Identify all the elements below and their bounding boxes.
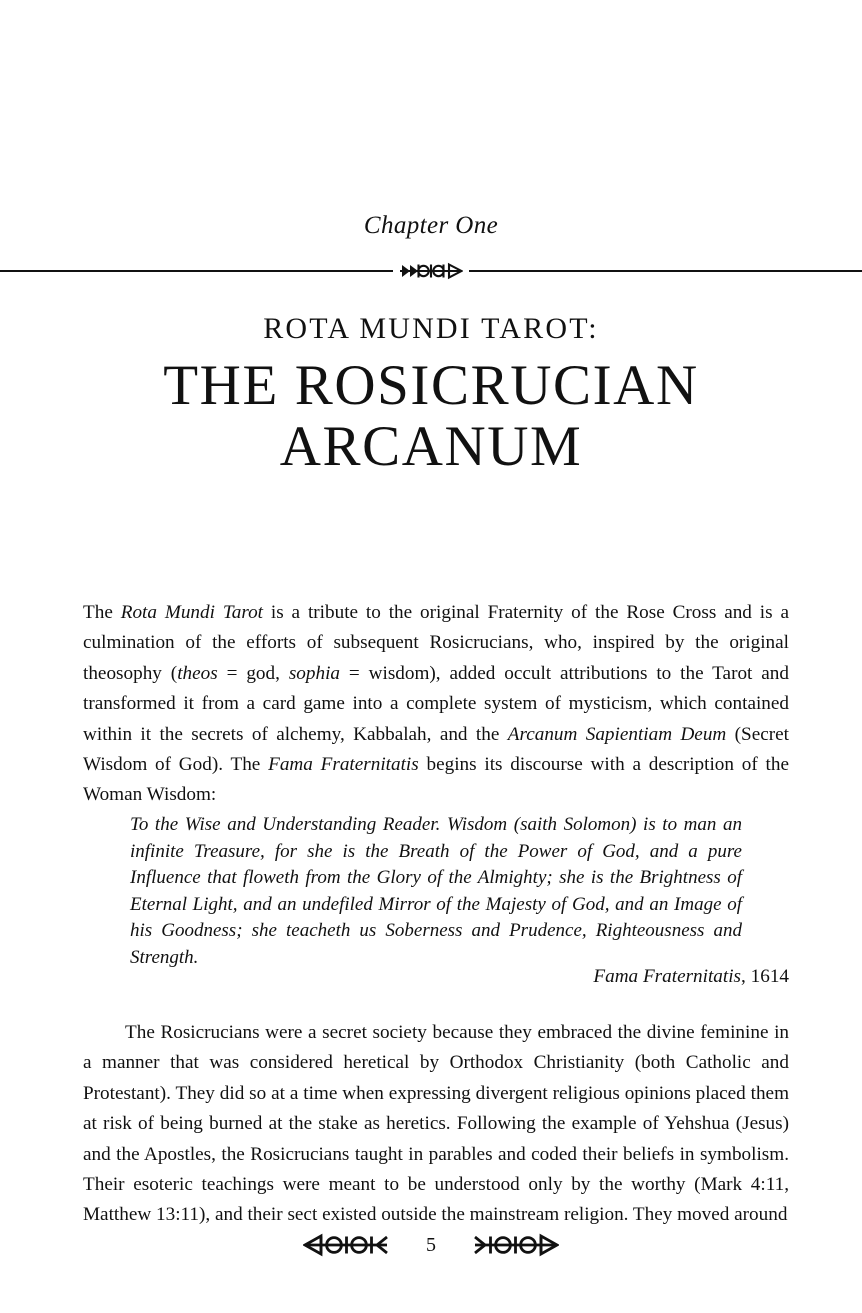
page-title — [0, 312, 862, 477]
block-quote — [130, 812, 742, 972]
block-quote-attribution — [83, 966, 789, 988]
double-circle-arrow-left-ornament — [303, 1232, 389, 1258]
double-circle-arrow-right-ornament — [393, 261, 469, 281]
page-number: 5 — [426, 1233, 436, 1256]
double-circle-arrow-right-ornament — [473, 1232, 559, 1258]
block-quote-text: To the Wise and Understanding Reader. Wisdom (saith Solomon) is to man an infinite Treasure, for she is the Breath of the Power of God, and a pure Influence that floweth from the Glory of the Almighty; she is the Brightness of Eternal Light, and an undefiled Mirror of the Majesty of God, and an Image of his Goodness; she teacheth us Soberness and Prudence, Righteousness and Strength. — [130, 814, 742, 968]
attribution-work: Fama Fraternitatis — [593, 966, 742, 987]
title-kicker: ROTA MUNDI TAROT: — [263, 312, 599, 345]
title-main — [0, 355, 862, 477]
page-footer — [0, 1232, 862, 1258]
paragraph-two-text: The Rosicrucians were a secret society because they embraced the divine feminine in a manner that was considered heretical by Orthodox Christianity (both Catholic and Protestant). They did so at a time when expressing divergent religious opinions placed them at risk of being burned at the stake as heretics. Following the example of Yehshua (Jesus) and the Apostles, the Rosicrucians taught in parables and coded their beliefs in symbolism. Their esoteric teachings were meant to be understood only by the worthy (Mark 4:11, Matthew 13:11), and their sect existed outside the mainstream religion. They moved around — [83, 1022, 789, 1226]
divider-line-left — [0, 270, 393, 272]
chapter-label: Chapter One — [363, 212, 499, 239]
attribution-year: , 1614 — [741, 966, 789, 987]
title-line-1: THE ROSICRUCIAN — [163, 354, 699, 417]
divider-line-right — [469, 270, 862, 272]
paragraph-two — [83, 1018, 789, 1231]
paragraph-one-text: The Rota Mundi Tarot is a tribute to the original Fraternity of the Rose Cross and is a culmination of the efforts of subsequent Rosicrucians, who, inspired by the original theosophy (theos = god, sophia = wisdom), added occult attributions to the Tarot and transformed it from a card game into a complete system of mysticism, which contained within it the secrets of alchemy, Kabbalah, and the Arcanum Sapientiam Deum (Secret Wisdom of God). The Fama Fraternitatis begins its discourse with a description of the Woman Wisdom: — [83, 602, 789, 806]
chapter-divider — [0, 258, 862, 284]
paragraph-one — [83, 598, 789, 811]
title-line-2: ARCANUM — [279, 414, 583, 478]
